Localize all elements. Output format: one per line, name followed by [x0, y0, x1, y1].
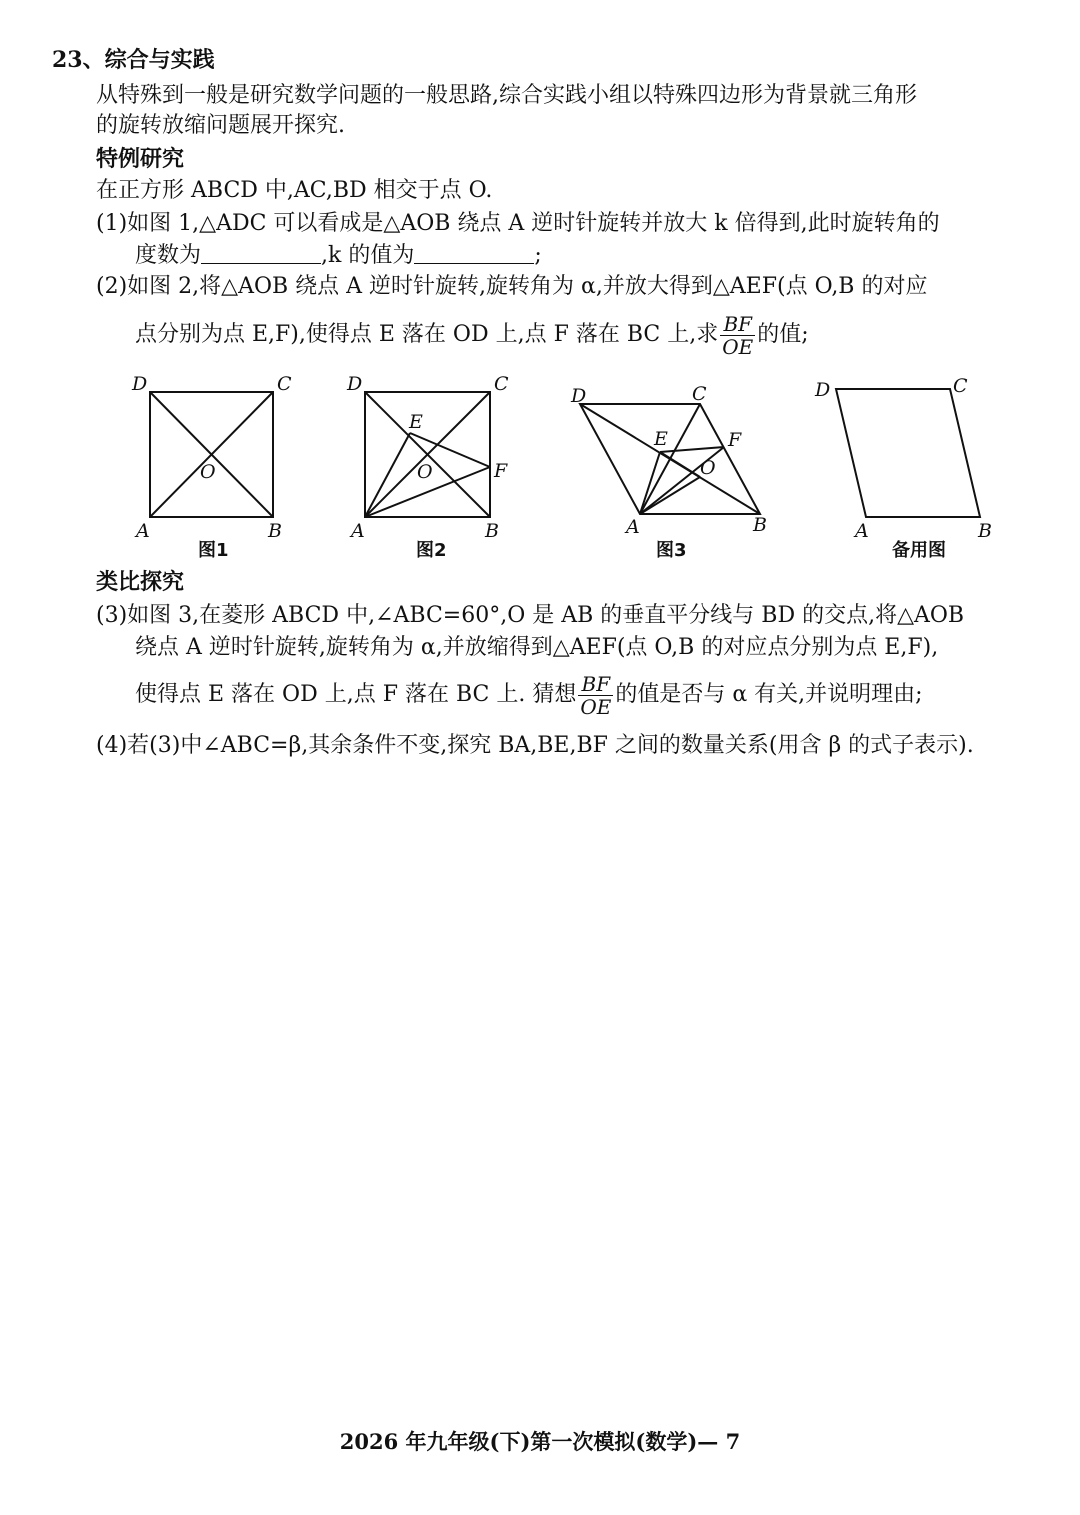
section-heading-special: 特例研究	[96, 146, 185, 172]
fig4-rhombus	[836, 389, 980, 517]
figure-2	[346, 373, 509, 561]
q3-text: 使得点 E 落在 OD 上,点 F 落在 BC 上. 猜想	[135, 682, 577, 707]
q2-fraction-denominator: OE	[722, 334, 754, 359]
question-1-line-2	[135, 241, 542, 270]
figure-3	[570, 383, 767, 561]
problem-title-line	[52, 46, 215, 74]
section-heading-analogy: 类比探究	[96, 569, 185, 595]
figure-1	[131, 373, 292, 561]
question-3-line-2: 绕点 A 逆时针旋转,旋转角为 α,并放缩得到△AEF(点 O,B 的对应点分别为点 E,F),	[135, 635, 939, 660]
fig4-label-b: B	[978, 520, 992, 542]
fig2-label-f: F	[494, 460, 508, 482]
fig2-segment-ae	[365, 433, 410, 517]
figures-row	[0, 368, 1080, 568]
fig1-label-b: B	[268, 520, 282, 542]
question-2-line-1: (2)如图 2,将△AOB 绕点 A 逆时针旋转,旋转角为 α,并放大得到△AEF(点 O,B 的对应	[96, 274, 928, 299]
intro-line-1: 从特殊到一般是研究数学问题的一般思路,综合实践小组以特殊四边形为背景就三角形	[96, 83, 917, 108]
page-footer: 2026 年九年级(下)第一次模拟(数学)— 7	[339, 1429, 741, 1454]
fig4-label-a: A	[855, 520, 869, 542]
fig2-caption: 图2	[416, 540, 447, 561]
fig1-label-a: A	[136, 520, 150, 542]
q1-end: ;	[534, 243, 542, 268]
fig1-label-d: D	[132, 373, 148, 395]
q1-degree-label: 度数为	[135, 243, 202, 268]
fig3-label-f: F	[728, 429, 742, 451]
fig4-label-c: C	[953, 375, 968, 397]
fig2-label-o: O	[417, 461, 433, 483]
q1-k-label: ,k 的值为	[321, 243, 415, 268]
q2-fraction-numerator: BF	[720, 313, 755, 336]
q3-fraction-numerator: BF	[578, 673, 613, 696]
question-3-line-1: (3)如图 3,在菱形 ABCD 中,∠ABC=60°,O 是 AB 的垂直平分线与 BD 的交点,将△AOB	[96, 603, 965, 628]
q2-fraction	[720, 313, 755, 358]
problem-title: 综合与实践	[104, 47, 215, 73]
fig2-label-b: B	[485, 520, 499, 542]
fig3-segment-ef	[660, 447, 724, 452]
q2-end: 的值;	[757, 322, 809, 347]
q3-fraction	[578, 673, 613, 718]
fig2-label-d: D	[347, 373, 363, 395]
fig2-label-a: A	[351, 520, 365, 542]
fig1-label-c: C	[277, 373, 292, 395]
fig3-label-d: D	[571, 385, 587, 407]
q3-fraction-denominator: OE	[580, 694, 612, 719]
intro-line-2: 的旋转放缩问题展开探究.	[96, 113, 345, 138]
question-2-line-2	[135, 310, 809, 360]
question-3-line-3	[135, 670, 923, 720]
fig3-label-o: O	[700, 457, 716, 479]
fig4-caption: 备用图	[892, 540, 946, 561]
q1-k-answer-blank[interactable]	[414, 241, 534, 264]
fig3-label-e: E	[654, 428, 668, 450]
question-1-line-1: (1)如图 1,△ADC 可以看成是△AOB 绕点 A 逆时针旋转并放大 k 倍得到,此时旋转角的	[96, 211, 940, 236]
q1-angle-answer-blank[interactable]	[201, 241, 321, 264]
figure-spare	[814, 375, 992, 561]
fig1-label-o: O	[200, 461, 216, 483]
q3-end: 的值是否与 α 有关,并说明理由;	[615, 682, 923, 707]
fig3-label-b: B	[753, 514, 767, 536]
fig2-label-c: C	[494, 373, 509, 395]
setup-text: 在正方形 ABCD 中,AC,BD 相交于点 O.	[96, 178, 493, 203]
fig1-caption: 图1	[198, 540, 229, 561]
fig3-caption: 图3	[656, 540, 687, 561]
fig2-label-e: E	[409, 411, 423, 433]
fig3-label-a: A	[626, 516, 640, 538]
q2-text: 点分别为点 E,F),使得点 E 落在 OD 上,点 F 落在 BC 上,求	[135, 322, 719, 347]
fig4-label-d: D	[815, 379, 831, 401]
problem-number: 23、	[52, 47, 105, 73]
question-4: (4)若(3)中∠ABC=β,其余条件不变,探究 BA,BE,BF 之间的数量关系(用含 β 的式子表示).	[96, 733, 974, 758]
fig3-label-c: C	[692, 383, 707, 405]
